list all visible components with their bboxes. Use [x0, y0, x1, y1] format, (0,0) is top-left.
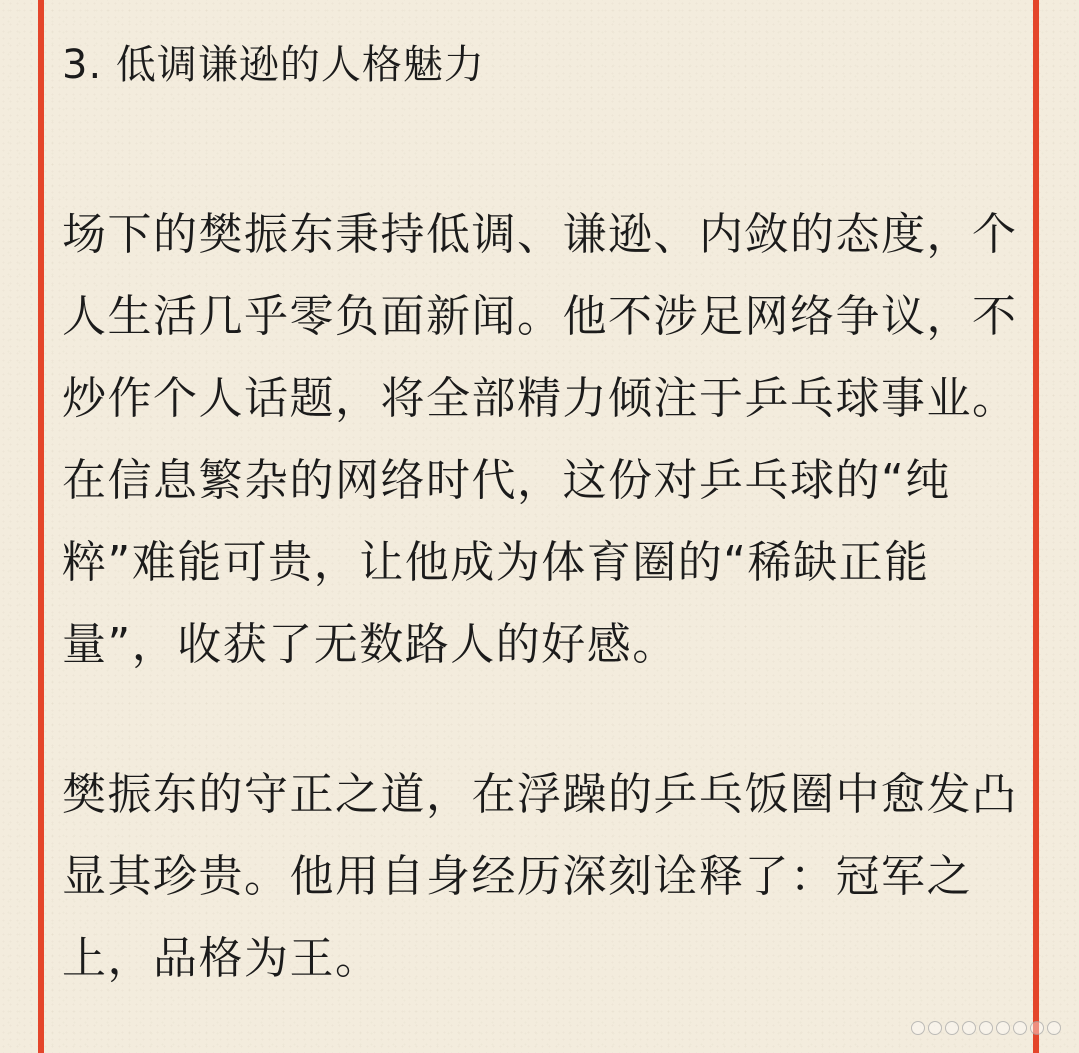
section-heading: 3. 低调谦逊的人格魅力 [62, 42, 485, 88]
left-red-border [38, 0, 44, 1053]
paragraph-conclusion: 樊振东的守正之道，在浮躁的乒乓饭圈中愈发凸显其珍贵。他用自身经历深刻诠释了：冠军之上，品格为王。 [62, 769, 1018, 984]
right-red-border [1033, 0, 1039, 1053]
watermark-dot-icon [1047, 1021, 1061, 1035]
watermark-dot-icon [979, 1021, 993, 1035]
watermark-dot-icon [928, 1021, 942, 1035]
watermark-dot-icon [996, 1021, 1010, 1035]
watermark-dot-icon [1013, 1021, 1027, 1035]
watermark-dot-icon [962, 1021, 976, 1035]
watermark-dot-icon [911, 1021, 925, 1035]
watermark-dot-icon [1030, 1021, 1044, 1035]
article-body [62, 36, 1024, 1000]
paragraph-humility: 场下的樊振东秉持低调、谦逊、内敛的态度，个人生活几乎零负面新闻。他不涉足网络争议，不炒作个人话题，将全部精力倾注于乒乓球事业。在信息繁杂的网络时代，这份对乒乓球的“纯粹”难能可贵，让他成为体育圈的“稀缺正能量”，收获了无数路人的好感。 [62, 209, 1018, 670]
watermark-dots [911, 1021, 1061, 1035]
watermark-dot-icon [945, 1021, 959, 1035]
